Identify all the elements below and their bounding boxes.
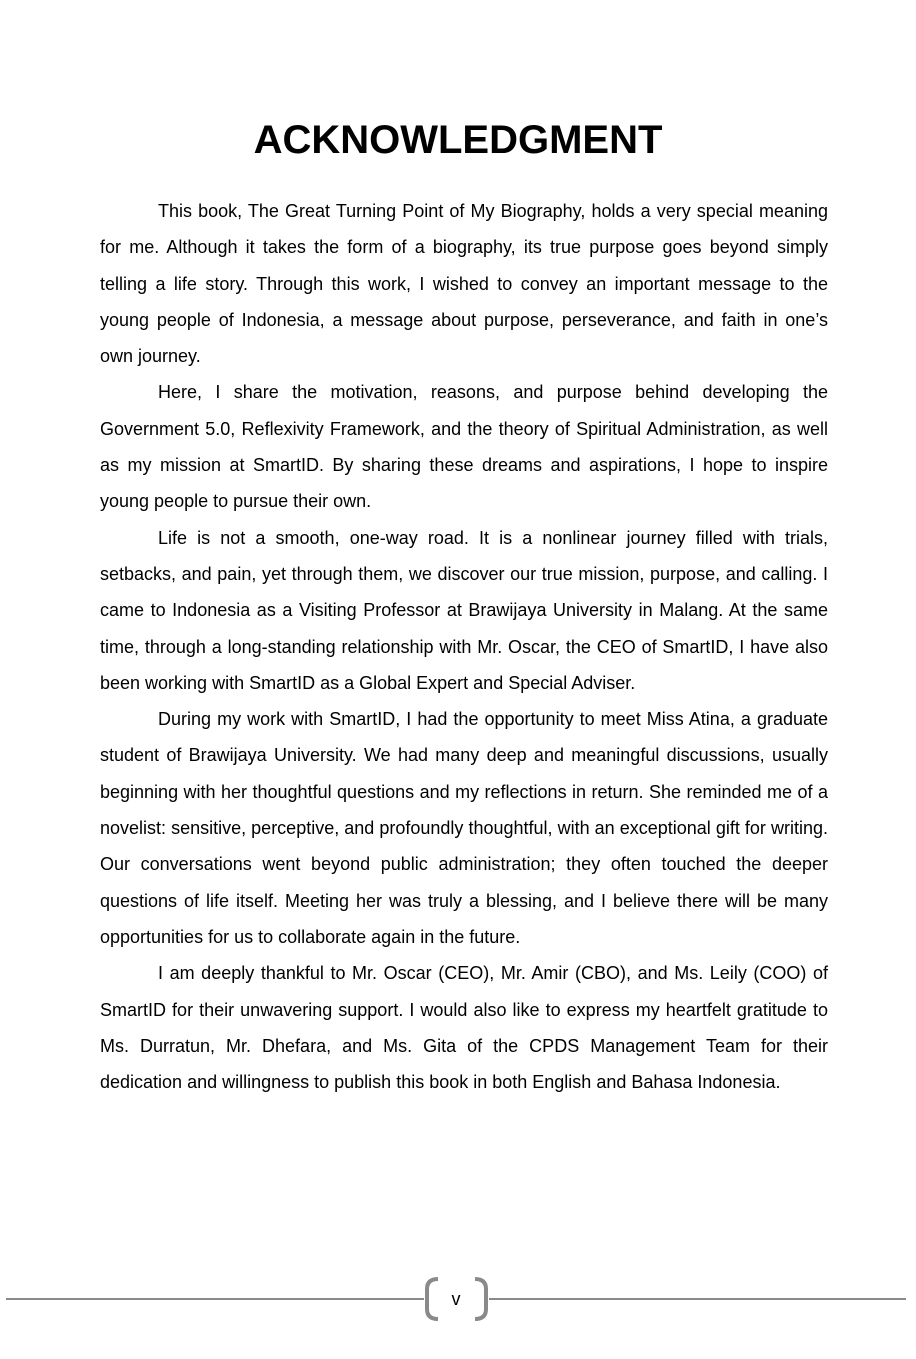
left-bracket-icon	[424, 1277, 440, 1321]
page-number: v	[451, 1289, 461, 1309]
right-bracket-icon	[473, 1277, 489, 1321]
paragraph-4: During my work with SmartID, I had the opportunity to meet Miss Atina, a graduate student of Brawijaya University. We had many deep and meaningful discussions, usually beginning with her thoughtful questions and my reflections in return. She reminded me of a novelist: sensitive, perceptive, and profoundly thoughtful, with an exceptional gift for writing. Our conversations went beyond public administration; they often touched the deeper questions of life itself. Meeting her was truly a blessing, and I believe there will be many opportunities for us to collaborate again in the future.	[100, 709, 828, 947]
paragraph-1: This book, The Great Turning Point of My Biography, holds a very special meaning for me. Although it takes the form of a biography, its true purpose goes beyond simply telling a life story. Through this work, I wished to convey an important message to the young people of Indonesia, a message about purpose, perseverance, and faith in one’s own journey.	[100, 201, 828, 367]
paragraph-3: Life is not a smooth, one-way road. It is a nonlinear journey filled with trials, setbacks, and pain, yet through them, we discover our true mission, purpose, and calling. I came to Indonesia as a Visiting Professor at Brawijaya University in Malang. At the same time, through a long-standing relationship with Mr. Oscar, the CEO of SmartID, I have also been working with SmartID as a Global Expert and Special Adviser.	[100, 527, 828, 693]
footer-rule-right	[489, 1298, 907, 1300]
footer-rule-left	[6, 1298, 424, 1300]
paragraph-5: I am deeply thankful to Mr. Oscar (CEO), Mr. Amir (CBO), and Ms. Leily (COO) of SmartID for their unwavering support. I would also like to express my heartfelt gratitude to Ms. Durratun, Mr. Dhefara, and Ms. Gita of the CPDS Management Team for their dedication and willingness to publish this book in both English and Bahasa Indonesia.	[100, 963, 828, 1093]
page-footer	[6, 1276, 906, 1322]
document-body	[100, 193, 828, 1100]
paragraph-2: Here, I share the motivation, reasons, and purpose behind developing the Government 5.0, Reflexivity Framework, and the theory of Spiritual Administration, as well as my mission at SmartID. By sharing these dreams and aspirations, I hope to inspire young people to pursue their own.	[100, 382, 828, 512]
page-title: ACKNOWLEDGMENT	[253, 118, 663, 162]
